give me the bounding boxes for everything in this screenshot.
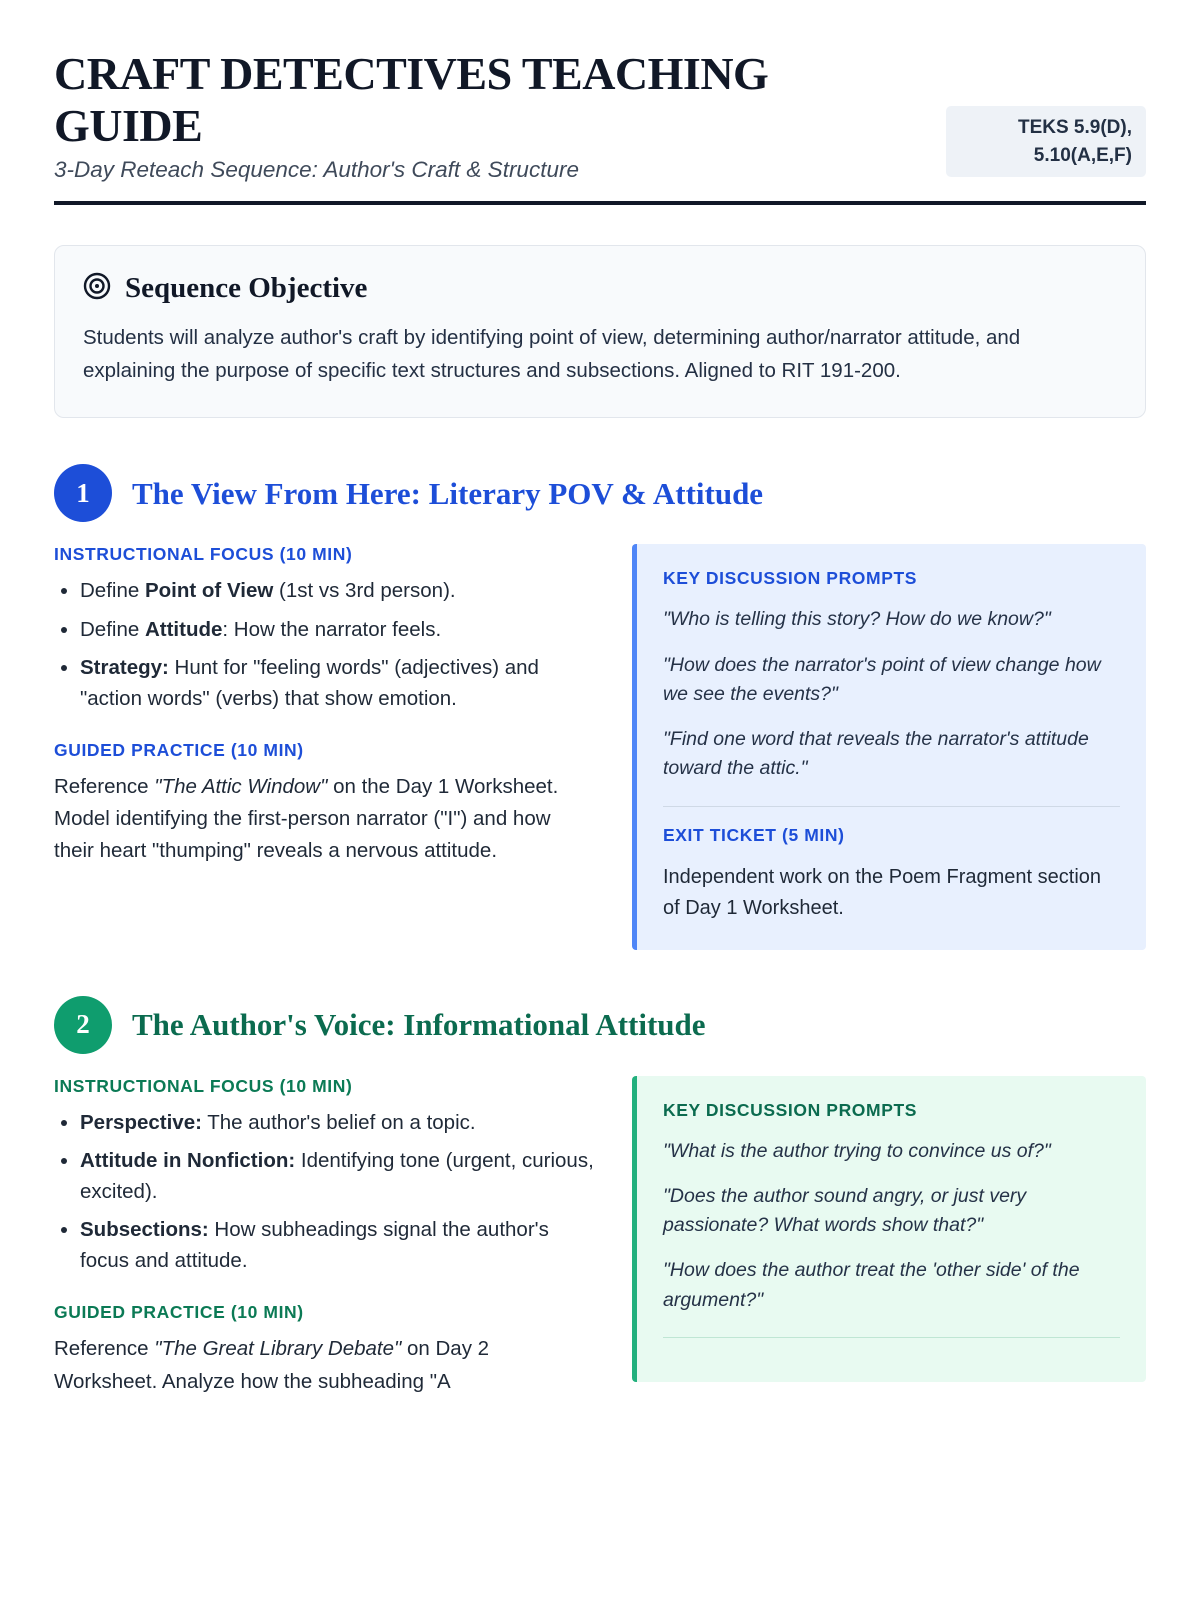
objective-header xyxy=(83,272,1117,305)
target-icon xyxy=(83,272,111,305)
list-item: • Perspective: The author's belief on a topic. xyxy=(80,1107,594,1138)
objective-text: Students will analyze author's craft by identifying point of view, determining author/narrator attitude, and explaining the purpose of specific text structures and subsections. Aligned to RIT 191-200. xyxy=(83,326,1021,383)
day-2-panel-label: KEY DISCUSSION PROMPTS xyxy=(663,1099,918,1120)
panel-divider xyxy=(663,806,1120,807)
day-2-title: The Author's Voice: Informational Attitude xyxy=(132,1007,706,1043)
teks-standards-badge: TEKS 5.9(D), 5.10(A,E,F) xyxy=(946,106,1146,177)
day-1-left-column xyxy=(54,544,594,867)
day-1-panel-label: KEY DISCUSSION PROMPTS xyxy=(663,568,918,589)
panel-divider xyxy=(663,1337,1120,1338)
page-title: CRAFT DETECTIVES TEACHING GUIDE xyxy=(54,48,769,151)
header-divider xyxy=(54,201,1146,205)
discussion-prompt: "Who is telling this story? How do we know?" xyxy=(663,608,1051,631)
day-1-prompts-panel xyxy=(632,544,1146,949)
day-1-exit-text: Independent work on the Poem Fragment section of Day 1 Worksheet. xyxy=(663,865,1102,919)
list-item: • Define Attitude: How the narrator feels. xyxy=(80,614,594,645)
list-item: • Define Point of View (1st vs 3rd person). xyxy=(80,575,594,606)
list-item: • Attitude in Nonfiction: Identifying tone (urgent, curious, excited). xyxy=(80,1145,594,1207)
day-2-left-column xyxy=(54,1076,594,1398)
day-1-exit-label: EXIT TICKET (5 MIN) xyxy=(663,824,845,845)
header-text-block xyxy=(54,48,922,183)
list-item: • Strategy: Hunt for "feeling words" (adjectives) and "action words" (verbs) that show emotion. xyxy=(80,652,594,714)
sequence-objective-card xyxy=(54,245,1146,418)
page-subtitle: 3-Day Reteach Sequence: Author's Craft & Structure xyxy=(54,157,579,183)
day-1-header xyxy=(54,464,1146,522)
day-2-header xyxy=(54,996,1146,1054)
day-2-right-column xyxy=(632,1076,1146,1382)
discussion-prompt: "What is the author trying to convince us of?" xyxy=(663,1139,1051,1162)
list-item: • Subsections: How subheadings signal the author's focus and attitude. xyxy=(80,1214,594,1276)
discussion-prompt: "Find one word that reveals the narrator's attitude toward the attic." xyxy=(663,728,1089,780)
day-section-1 xyxy=(54,464,1146,949)
day-1-focus-list xyxy=(54,575,594,714)
day-2-practice-label: GUIDED PRACTICE (10 MIN) xyxy=(54,1302,304,1323)
day-1-practice-text: Reference "The Attic Window" on the Day 1 Worksheet. Model identifying the first-person narrator ("I") and how their heart "thumping" reveals a nervous attitude. xyxy=(54,775,559,863)
day-1-number-badge: 1 xyxy=(54,464,112,522)
objective-title: Sequence Objective xyxy=(125,272,368,305)
day-2-prompts-panel xyxy=(632,1076,1146,1382)
discussion-prompt: "How does the author treat the 'other side' of the argument?" xyxy=(663,1259,1080,1311)
day-2-focus-label: INSTRUCTIONAL FOCUS (10 MIN) xyxy=(54,1075,353,1096)
day-1-right-column xyxy=(632,544,1146,949)
day-2-practice-text: Reference "The Great Library Debate" on Day 2 Worksheet. Analyze how the subheading "A xyxy=(54,1337,490,1393)
day-1-focus-label: INSTRUCTIONAL FOCUS (10 MIN) xyxy=(54,544,353,565)
day-1-practice-label: GUIDED PRACTICE (10 MIN) xyxy=(54,740,304,761)
day-2-focus-list xyxy=(54,1107,594,1277)
discussion-prompt: "How does the narrator's point of view change how we see the events?" xyxy=(663,653,1101,705)
day-2-number-badge: 2 xyxy=(54,996,112,1054)
discussion-prompt: "Does the author sound angry, or just very passionate? What words show that?" xyxy=(663,1184,1027,1237)
day-section-2 xyxy=(54,996,1146,1398)
document-header xyxy=(54,48,1146,183)
day-1-title: The View From Here: Literary POV & Attitude xyxy=(132,475,764,511)
